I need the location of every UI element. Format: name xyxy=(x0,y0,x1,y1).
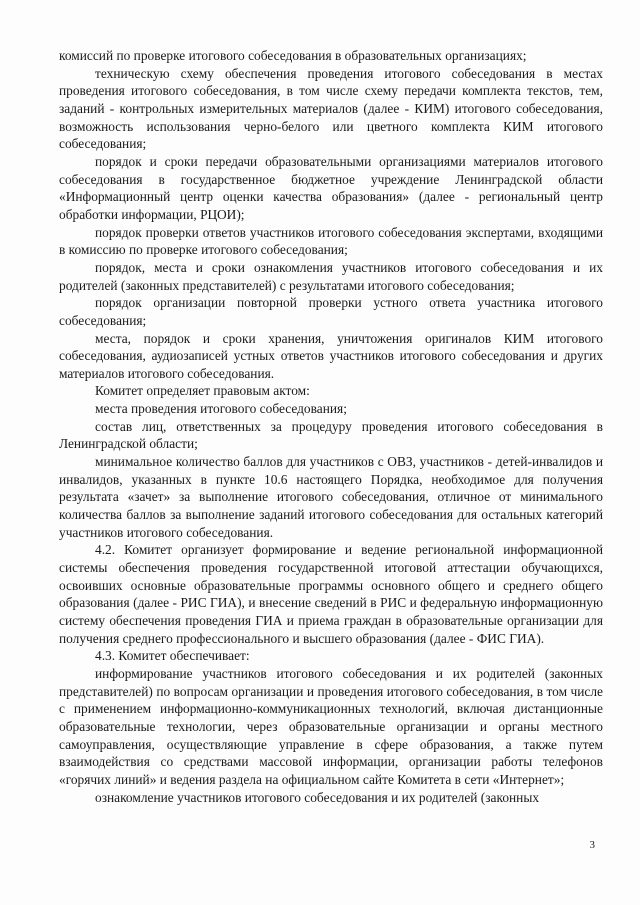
paragraph: информирование участников итогового собеседования и их родителей (законных представителей) по вопросам организации и проведения итогового собеседования, в том числе с применением информационно-коммуникационных технологий, включая дистанционные образовательные технологии, через образовательные организации и органы местного самоуправления, осуществляющие управление в сфере образования, а также путем взаимодействия со средствами массовой информации, организации работы телефонов «горячих линий» и ведения раздела на официальном сайте Комитета в сети «Интернет»; xyxy=(59,665,603,787)
paragraph: состав лиц, ответственных за процедуру проведения итогового собеседования в Ленинградской области; xyxy=(59,418,603,452)
page-number: 3 xyxy=(589,839,595,851)
paragraph: порядок, места и сроки ознакомления участников итогового собеседования и их родителей (законных представителей) с результатами итогового собеседования; xyxy=(59,259,603,293)
paragraph: места проведения итогового собеседования; xyxy=(95,401,347,417)
paragraph: минимальное количество баллов для участников с ОВЗ, участников - детей-инвалидов и инвалидов, указанных в пункте 10.6 настоящего Порядка, необходимое для получения результата «зачет» за выполнение итогового собеседования, отличное от минимального количества баллов за выполнение заданий итогового собеседования для остальных категорий участников итогового собеседования. xyxy=(59,454,603,540)
paragraph: Комитет определяет правовым актом: xyxy=(95,383,310,399)
paragraph: техническую схему обеспечения проведения итогового собеседования в местах проведения итогового собеседования, в том числе схему передачи комплекта текстов, тем, заданий - контрольных измерительных материалов (далее - КИМ) итогового собеседования, возможность использования черно-белого или цветного комплекта КИМ итогового собеседования; xyxy=(59,65,603,152)
paragraph: комиссий по проверке итогового собеседования в образовательных организациях; xyxy=(59,48,527,63)
paragraph: ознакомление участников итогового собеседования и их родителей (законных xyxy=(95,789,540,805)
section-4-3-heading: 4.3. Комитет обеспечивает: xyxy=(95,648,250,664)
body-text xyxy=(59,47,603,806)
paragraph: порядок проверки ответов участников итогового собеседования экспертами, входящими в комиссию по проверке итогового собеседования; xyxy=(59,224,603,258)
section-4-2-paragraph: 4.2. Комитет организует формирование и ведение региональной информационной системы обеспечения проведения государственной итоговой аттестации обучающихся, освоивших основные образовательные программы основного общего и среднего общего образования (далее - РИС ГИА), и внесение сведений в РИС и федеральную информационную систему обеспечения проведения ГИА и приема граждан в образовательные организации для получения среднего профессионального и высшего образования (далее - ФИС ГИА). xyxy=(59,542,603,646)
paragraph: порядок и сроки передачи образовательными организациями материалов итогового собеседования в государственное бюджетное учреждение Ленинградской области «Информационный центр оценки качества образования» (далее - региональный центр обработки информации, РЦОИ); xyxy=(59,153,603,222)
paragraph: места, порядок и сроки хранения, уничтожения оригиналов КИМ итогового собеседования, аудиозаписей устных ответов участников итогового собеседования и других материалов итогового собеседования. xyxy=(59,330,603,381)
paragraph: порядок организации повторной проверки устного ответа участника итогового собеседования; xyxy=(59,295,603,328)
